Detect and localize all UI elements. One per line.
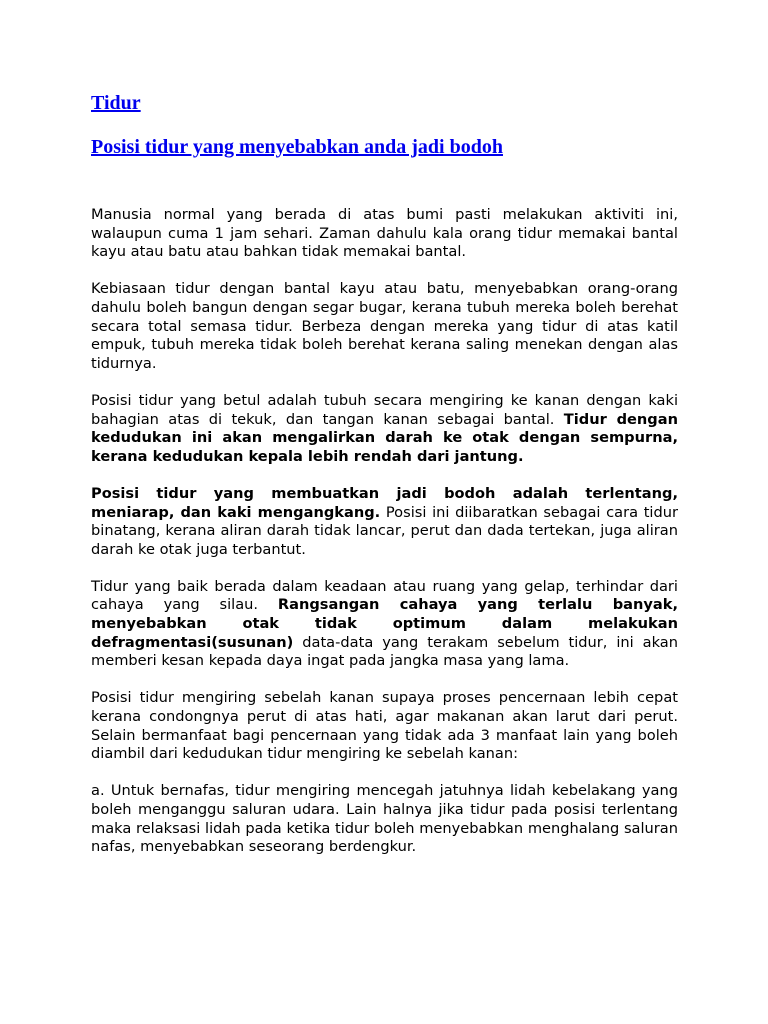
- paragraph: [91, 392, 678, 466]
- bold-text-segment: Posisi tidur yang membuatkan jadi bodoh adalah terlentang, meniarap, dan kaki mengangkang.: [91, 484, 678, 521]
- text-segment: a. Untuk bernafas, tidur mengiring mencegah jatuhnya lidah kebelakang yang boleh menganggu saluran udara. Lain halnya jika tidur pada posisi terlentang maka relaksasi lidah pada ketika tidur boleh menyebabkan menghalang saluran nafas, menyebabkan seseorang berdengkur.: [91, 782, 678, 856]
- bold-text-segment: Rangsangan cahaya yang terlalu banyak, menyebabkan otak tidak optimum dalam melakukan defragmentasi(susunan): [91, 596, 678, 651]
- bold-text-segment: Tidur dengan kedudukan ini akan mengalirkan darah ke otak dengan sempurna, kerana kedudukan kepala lebih rendah dari jantung.: [91, 410, 678, 465]
- text-segment: Posisi ini diibaratkan sebagai cara tidur binatang, kerana aliran darah tidak lancar, perut dan dada tertekan, juga aliran darah ke otak juga terbantut.: [91, 503, 678, 558]
- text-segment: Manusia normal yang berada di atas bumi pasti melakukan aktiviti ini, walaupun cuma 1 jam sehari. Zaman dahulu kala orang tidur memakai bantal kayu atau batu atau bahkan tidak memakai bantal.: [91, 206, 678, 261]
- text-segment: Kebiasaan tidur dengan bantal kayu atau batu, menyebabkan orang-orang dahulu boleh bangun dengan segar bugar, kerana tubuh mereka boleh berehat secara total semasa tidur. Berbeza dengan mereka yang tidur di atas katil empuk, tubuh mereka tidak boleh berehat kerana saling menekan dengan alas tidurnya.: [91, 280, 678, 372]
- text-segment: Tidur yang baik berada dalam keadaan atau ruang yang gelap, terhindar dari cahaya yang silau.: [91, 577, 678, 614]
- text-segment: Posisi tidur mengiring sebelah kanan supaya proses pencernaan lebih cepat kerana condongnya perut di atas hati, agar makanan akan larut dari perut. Selain bermanfaat bagi pencernaan yang tidak ada 3 manfaat lain yang boleh diambil dari kedudukan tidur mengiring ke sebelah kanan:: [91, 689, 678, 763]
- paragraph: [91, 689, 678, 763]
- text-segment: data-data yang terakam sebelum tidur, ini akan memberi kesan kepada daya ingat pada jangka masa yang lama.: [91, 633, 678, 670]
- paragraph: [91, 280, 678, 373]
- paragraph: [91, 206, 678, 262]
- article-body: [91, 206, 678, 875]
- paragraph: [91, 485, 678, 559]
- text-segment: Posisi tidur yang betul adalah tubuh secara mengiring ke kanan dengan kaki bahagian atas di tekuk, dan tangan kanan sebagai bantal.: [91, 391, 678, 428]
- paragraph: [91, 578, 678, 671]
- title-link[interactable]: Tidur: [91, 92, 141, 114]
- paragraph: [91, 782, 678, 856]
- subtitle-link[interactable]: Posisi tidur yang menyebabkan anda jadi bodoh: [91, 136, 503, 158]
